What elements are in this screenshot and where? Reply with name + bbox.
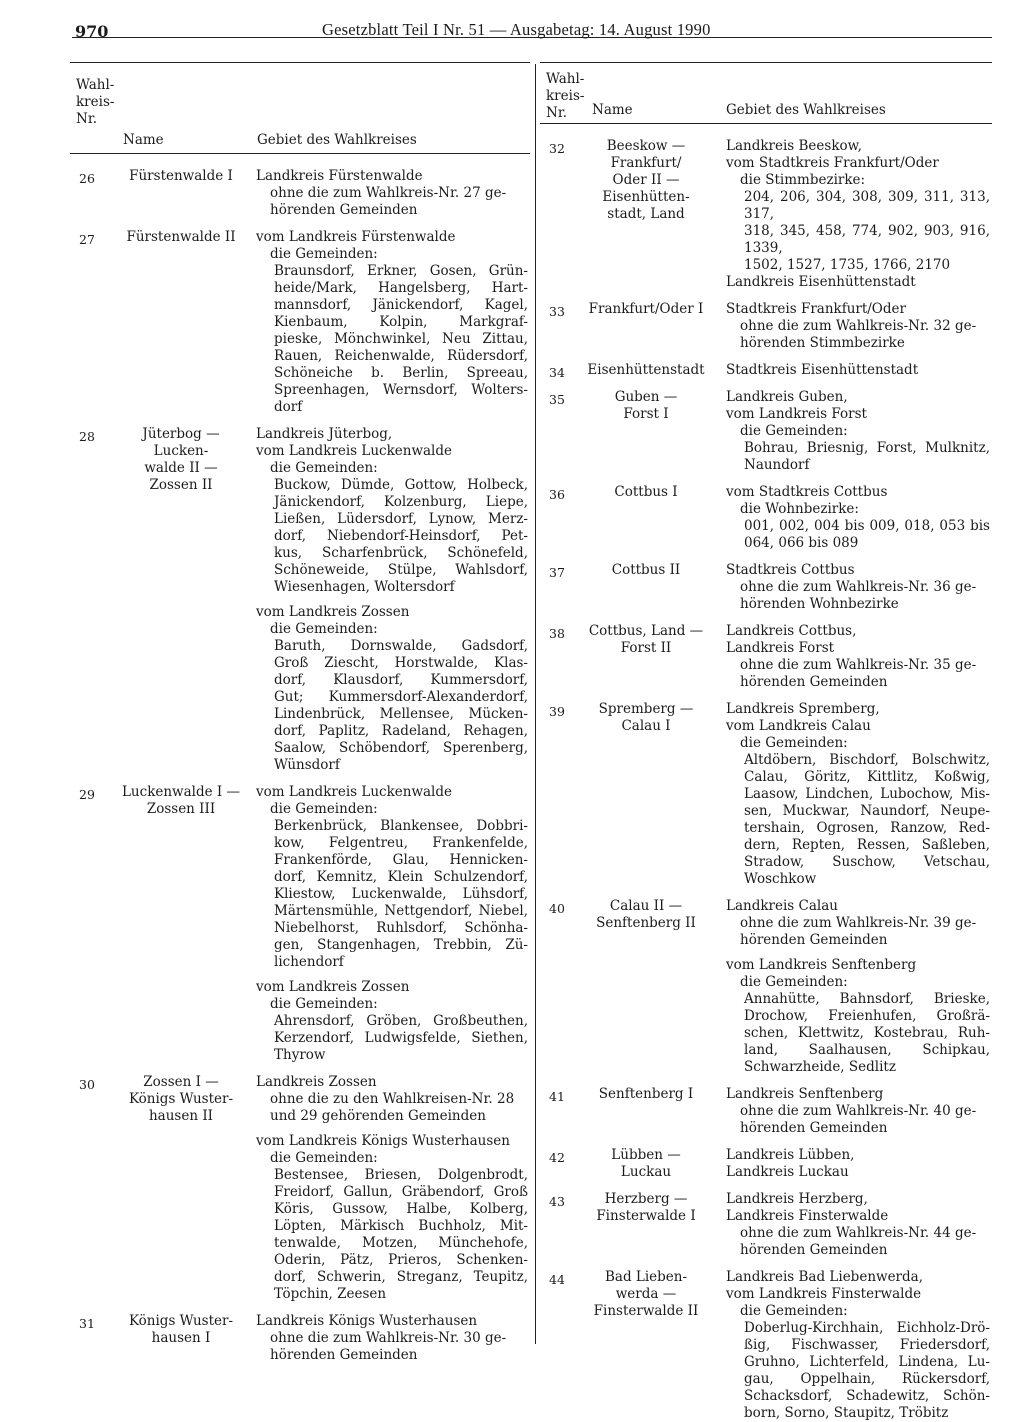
district-number: 33 [549, 304, 565, 319]
district-area [256, 1074, 528, 1303]
district-name: Zossen I — Königs Wuster- hausen II [128, 1074, 234, 1124]
area-line: dorf [274, 399, 303, 415]
district-name: Frankfurt/Oder I [588, 301, 704, 317]
district-name: Spremberg — Calau I [598, 701, 694, 734]
district-entry [70, 426, 530, 774]
district-number: 39 [549, 704, 565, 719]
area-line: Kliestow, Luckenwalde, Lühsdorf, [274, 886, 528, 902]
district-number: 37 [549, 565, 565, 580]
table-top-rule [70, 62, 530, 63]
district-area [726, 898, 990, 1076]
district-name: Cottbus II [611, 562, 681, 578]
area-line: Berkenbrück, Blankensee, Dobbri- [274, 818, 528, 834]
district-number: 29 [79, 787, 95, 802]
area-line: Schwarzheide, Sedlitz [744, 1059, 896, 1075]
area-line: lichendorf [274, 954, 344, 970]
header-name: Name [592, 102, 633, 118]
area-line: vom Landkreis Senftenberg [726, 957, 917, 973]
header-rule-bottom [540, 123, 992, 124]
header-rule [72, 37, 992, 38]
area-line: Braunsdorf, Erkner, Gosen, Grün- [274, 263, 528, 279]
area-line: ohne die zum Wahlkreis-Nr. 32 ge- [740, 318, 977, 334]
district-name: Luckenwalde I — Zossen III [121, 784, 241, 817]
area-line: Landkreis Guben, [726, 389, 848, 405]
area-line: Kerzendorf, Ludwigsfelde, Siethen, [274, 1030, 528, 1046]
page-header-title: Gesetzblatt Teil I Nr. 51 — Ausgabetag: 14. August 1990 [322, 20, 711, 39]
district-area [726, 484, 990, 552]
district-number: 34 [549, 365, 565, 380]
area-line: ohne die zum Wahlkreis-Nr. 35 ge- [740, 657, 977, 673]
district-entry [540, 484, 992, 552]
area-line: die Gemeinden: [270, 621, 378, 637]
area-line: Oderin, Pätz, Prieros, Schenken- [274, 1252, 528, 1268]
area-line: 001, 002, 004 bis 009, 018, 053 bis [744, 518, 990, 534]
district-area [256, 1313, 528, 1364]
district-area [256, 229, 528, 416]
district-number: 41 [549, 1089, 565, 1104]
area-line: gen, Stangenhagen, Trebbin, Zü- [274, 937, 528, 953]
area-line: 318, 345, 458, 774, 902, 903, 916, 1339, [744, 223, 990, 256]
area-line: vom Landkreis Zossen [256, 604, 410, 620]
area-line: dern, Repten, Ressen, Saßleben, [744, 837, 990, 853]
district-area [726, 389, 990, 474]
district-area [726, 138, 990, 291]
district-number: 27 [79, 232, 95, 247]
area-line: dorf, Kemnitz, Klein Schulzendorf, [274, 869, 528, 885]
area-line: Landkreis Bad Liebenwerda, [726, 1269, 923, 1285]
area-line: vom Stadtkreis Frankfurt/Oder [726, 155, 939, 171]
district-entry [540, 1269, 992, 1422]
area-line: hörenden Gemeinden [270, 1347, 418, 1363]
area-line: Thyrow [274, 1047, 326, 1063]
column-header [70, 77, 530, 149]
district-area [726, 1191, 990, 1259]
area-line: ohne die zum Wahlkreis-Nr. 44 ge- [740, 1225, 977, 1241]
area-line: Freidorf, Gallun, Gräbendorf, Groß [274, 1184, 528, 1200]
area-line: Gruhno, Lichterfeld, Lindena, Lu- [744, 1354, 990, 1370]
area-line: gau, Oppelhain, Rückersdorf, [744, 1371, 990, 1387]
district-name: Senftenberg I [598, 1086, 694, 1102]
area-line: hörenden Stimmbezirke [740, 335, 905, 351]
district-number: 44 [549, 1272, 565, 1287]
area-line: Landkreis Spremberg, [726, 701, 880, 717]
area-line: Doberlug-Kirchhain, Eichholz-Drö- [744, 1320, 990, 1336]
area-line: Annahütte, Bahnsdorf, Brieske, [744, 991, 990, 1007]
area-line: Naundorf [744, 457, 810, 473]
area-line: und 29 gehörenden Gemeinden [270, 1108, 486, 1124]
area-line: Löpten, Märkisch Buchholz, Mit- [274, 1218, 528, 1234]
area-line: hörenden Gemeinden [270, 202, 418, 218]
area-line: Lindenbrück, Mellensee, Mücken- [274, 706, 528, 722]
area-line: die Gemeinden: [270, 246, 378, 262]
area-line: Rauen, Reichenwalde, Rüdersdorf, [274, 348, 528, 364]
area-line: Jänickendorf, Kolzenburg, Liepe, [274, 494, 528, 510]
area-line: Schöneiche b. Berlin, Spreeau, [274, 365, 528, 381]
area-line: vom Landkreis Luckenwalde [256, 784, 452, 800]
area-line: Ahrensdorf, Gröben, Großbeuthen, [274, 1013, 528, 1029]
district-name: Fürstenwalde II [126, 229, 236, 245]
area-line: die Gemeinden: [270, 1150, 378, 1166]
area-line: Stadtkreis Eisenhüttenstadt [726, 362, 919, 378]
area-line: die Gemeinden: [740, 735, 848, 751]
area-line: die Gemeinden: [270, 996, 378, 1012]
district-area [726, 701, 990, 888]
district-name: Eisenhüttenstadt [587, 362, 705, 378]
area-line: ohne die zum Wahlkreis-Nr. 40 ge- [740, 1103, 977, 1119]
district-entry [540, 898, 992, 1076]
area-line: die Gemeinden: [270, 460, 378, 476]
area-line: Laasow, Lindchen, Lubochow, Mis- [744, 786, 990, 802]
district-number: 26 [79, 171, 95, 186]
area-line: hörenden Gemeinden [740, 1242, 888, 1258]
area-line: vom Landkreis Zossen [256, 979, 410, 995]
district-number: 43 [549, 1194, 565, 1209]
district-area [726, 1269, 990, 1422]
area-line: Landkreis Jüterbog, [256, 426, 393, 442]
district-area [726, 362, 990, 379]
district-name: Jüterbog — Lucken- walde II — Zossen II [142, 426, 220, 493]
area-line: 064, 066 bis 089 [744, 535, 859, 551]
district-area [726, 301, 990, 352]
district-entry [540, 623, 992, 691]
district-entry [70, 1313, 530, 1364]
district-number: 36 [549, 487, 565, 502]
area-line: die Stimmbezirke: [740, 172, 866, 188]
area-line: tenwalde, Motzen, Münchehofe, [274, 1235, 528, 1251]
area-line: Woschkow [744, 871, 817, 887]
area-line: hörenden Gemeinden [740, 932, 888, 948]
area-line: schen, Klettwitz, Kostebrau, Ruh- [744, 1025, 990, 1041]
area-line: Kienbaum, Kolpin, Markgraf- [274, 314, 528, 330]
district-name: Calau II — Senftenberg II [596, 898, 696, 931]
district-name: Guben — Forst I [614, 389, 678, 422]
area-line: Landkreis Herzberg, [726, 1191, 868, 1207]
area-line: Gut; Kummersdorf-Alexanderdorf, [274, 689, 528, 705]
district-entry [540, 1147, 992, 1181]
column-separator [535, 64, 536, 1344]
district-entry [540, 1086, 992, 1137]
area-line: dorf, Schwerin, Streganz, Teupitz, [274, 1269, 528, 1285]
area-line: vom Landkreis Fürstenwalde [256, 229, 456, 245]
area-line: Landkreis Calau [726, 898, 838, 914]
area-line: vom Landkreis Königs Wusterhausen [256, 1133, 510, 1149]
area-line: Bestensee, Briesen, Dolgenbrodt, [274, 1167, 528, 1183]
area-line: Stadtkreis Cottbus [726, 562, 855, 578]
area-line: ohne die zum Wahlkreis-Nr. 27 ge- [270, 185, 507, 201]
district-entry [540, 138, 992, 291]
area-line: die Wohnbezirke: [740, 501, 859, 517]
area-line: ohne die zum Wahlkreis-Nr. 39 ge- [740, 915, 977, 931]
district-entry [540, 301, 992, 352]
area-line: Wünsdorf [274, 757, 340, 773]
area-line: die Gemeinden: [740, 423, 848, 439]
area-line: dorf, Paplitz, Radeland, Rehagen, [274, 723, 528, 739]
area-line: Groß Ziescht, Horstwalde, Klas- [274, 655, 528, 671]
district-number: 38 [549, 626, 565, 641]
area-line: heide/Mark, Hangelsberg, Hart- [274, 280, 528, 296]
district-name: Lübben — Luckau [611, 1147, 681, 1180]
area-line: Baruth, Dornswalde, Gadsdorf, [274, 638, 528, 654]
area-line: Ließen, Lüdersdorf, Lynow, Merz- [274, 511, 528, 527]
district-entry [70, 784, 530, 1064]
district-entry [540, 1191, 992, 1259]
area-line: die Gemeinden: [740, 1303, 848, 1319]
area-line: Landkreis Cottbus, [726, 623, 857, 639]
area-line: Calau, Göritz, Kittlitz, Koßwig, [744, 769, 990, 785]
area-line: Niebelhorst, Ruhlsdorf, Schönha- [274, 920, 528, 936]
area-line: Saalow, Schöbendorf, Sperenberg, [274, 740, 528, 756]
area-line: vom Landkreis Calau [726, 718, 871, 734]
district-entry [540, 389, 992, 474]
district-name: Bad Lieben- werda — Finsterwalde II [593, 1269, 699, 1319]
area-line: Drochow, Freienhufen, Großrä- [744, 1008, 990, 1024]
district-area [256, 426, 528, 774]
area-line: mannsdorf, Jänickendorf, Kagel, [274, 297, 528, 313]
header-nr: Wahl- kreis- Nr. [76, 77, 115, 127]
district-entry [540, 701, 992, 888]
district-entry [70, 168, 530, 219]
district-number: 35 [549, 392, 565, 407]
district-name: Fürstenwalde I [129, 168, 233, 184]
left-entries [70, 168, 530, 1364]
area-line: Stradow, Suschow, Vetschau, [744, 854, 990, 870]
area-line: vom Landkreis Finsterwalde [726, 1286, 922, 1302]
area-line: Märtensmühle, Nettgendorf, Niebel, [274, 903, 528, 919]
header-area: Gebiet des Wahlkreises [726, 102, 886, 118]
column-header [540, 71, 992, 119]
area-line: Landkreis Senftenberg [726, 1086, 884, 1102]
header-rule-bottom [70, 153, 530, 154]
area-line: vom Landkreis Forst [726, 406, 867, 422]
area-line: Landkreis Forst [726, 640, 835, 656]
area-line: Töpchin, Zeesen [274, 1286, 387, 1302]
district-name: Herzberg — Finsterwalde I [596, 1191, 696, 1224]
area-line: Schöneweide, Stülpe, Wahlsdorf, [274, 562, 528, 578]
left-column [70, 62, 530, 1364]
area-line: Landkreis Finsterwalde [726, 1208, 889, 1224]
district-entry [540, 562, 992, 613]
right-entries [540, 138, 992, 1422]
area-line: dorf, Klausdorf, Kummersdorf, [274, 672, 528, 688]
area-line: Landkreis Eisenhüttenstadt [726, 274, 916, 290]
district-area [726, 1086, 990, 1137]
district-number: 31 [79, 1316, 95, 1331]
header-area: Gebiet des Wahlkreises [257, 132, 417, 148]
district-area [726, 623, 990, 691]
area-line: ohne die zu den Wahlkreisen-Nr. 28 [270, 1091, 515, 1107]
right-column [540, 62, 992, 1422]
area-line: hörenden Wohnbezirke [740, 596, 899, 612]
district-number: 42 [549, 1150, 565, 1165]
area-line: Stadtkreis Frankfurt/Oder [726, 301, 906, 317]
area-line: die Gemeinden: [740, 974, 848, 990]
area-line: Landkreis Luckau [726, 1164, 849, 1180]
district-entry [540, 362, 992, 379]
area-line: tershain, Ogrosen, Ranzow, Red- [744, 820, 990, 836]
district-entry [70, 1074, 530, 1303]
area-line: ohne die zum Wahlkreis-Nr. 30 ge- [270, 1330, 507, 1346]
district-number: 28 [79, 429, 95, 444]
area-line: sen, Muckwar, Naundorf, Neupe- [744, 803, 990, 819]
area-line: Landkreis Beeskow, [726, 138, 862, 154]
area-line: vom Stadtkreis Cottbus [726, 484, 888, 500]
area-line: pieske, Mönchwinkel, Neu Zittau, [274, 331, 528, 347]
district-number: 32 [549, 141, 565, 156]
area-line: kow, Felgentreu, Frankenfelde, [274, 835, 528, 851]
page-number: 970 [75, 22, 109, 41]
area-line: land, Saalhausen, Schipkau, [744, 1042, 990, 1058]
area-line: hörenden Gemeinden [740, 674, 888, 690]
district-area [726, 1147, 990, 1181]
area-line: dorf, Niebendorf-Heinsdorf, Pet- [274, 528, 528, 544]
header-name: Name [123, 132, 164, 148]
area-line: ohne die zum Wahlkreis-Nr. 36 ge- [740, 579, 977, 595]
district-name: Beeskow — Frankfurt/ Oder II — Eisenhütten- stadt, Land [602, 138, 690, 222]
district-entry [70, 229, 530, 416]
district-area [256, 784, 528, 1064]
area-line: 204, 206, 304, 308, 309, 311, 313, 317, [744, 189, 990, 222]
area-line: Buckow, Dümde, Gottow, Holbeck, [274, 477, 528, 493]
district-number: 30 [79, 1077, 95, 1092]
area-line: kus, Scharfenbrück, Schönefeld, [274, 545, 528, 561]
district-number: 40 [549, 901, 565, 916]
area-line: Frankenförde, Glau, Hennicken- [274, 852, 528, 868]
area-line: born, Sorno, Staupitz, Tröbitz [744, 1405, 949, 1421]
area-line: Landkreis Königs Wusterhausen [256, 1313, 478, 1329]
area-line: Bohrau, Briesnig, Forst, Mulknitz, [744, 440, 990, 456]
table-top-rule [540, 62, 992, 63]
area-line: die Gemeinden: [270, 801, 378, 817]
area-line: Schacksdorf, Schadewitz, Schön- [744, 1388, 990, 1404]
area-line: Landkreis Fürstenwalde [256, 168, 423, 184]
area-line: ßig, Fischwasser, Friedersdorf, [744, 1337, 990, 1353]
district-name: Königs Wuster- hausen I [128, 1313, 234, 1346]
area-line: 1502, 1527, 1735, 1766, 2170 [744, 257, 951, 273]
area-line: vom Landkreis Luckenwalde [256, 443, 452, 459]
district-area [256, 168, 528, 219]
area-line: Landkreis Lübben, [726, 1147, 855, 1163]
district-name: Cottbus I [614, 484, 678, 500]
header-nr: Wahl- kreis- Nr. [546, 71, 585, 121]
area-line: Landkreis Zossen [256, 1074, 377, 1090]
area-line: Spreenhagen, Wernsdorf, Wolters- [274, 382, 528, 398]
district-name: Cottbus, Land — Forst II [588, 623, 704, 656]
area-line: hörenden Gemeinden [740, 1120, 888, 1136]
area-line: Köris, Gussow, Halbe, Kolberg, [274, 1201, 528, 1217]
area-line: Altdöbern, Bischdorf, Bolschwitz, [744, 752, 990, 768]
district-area [726, 562, 990, 613]
area-line: Wiesenhagen, Woltersdorf [274, 579, 455, 595]
